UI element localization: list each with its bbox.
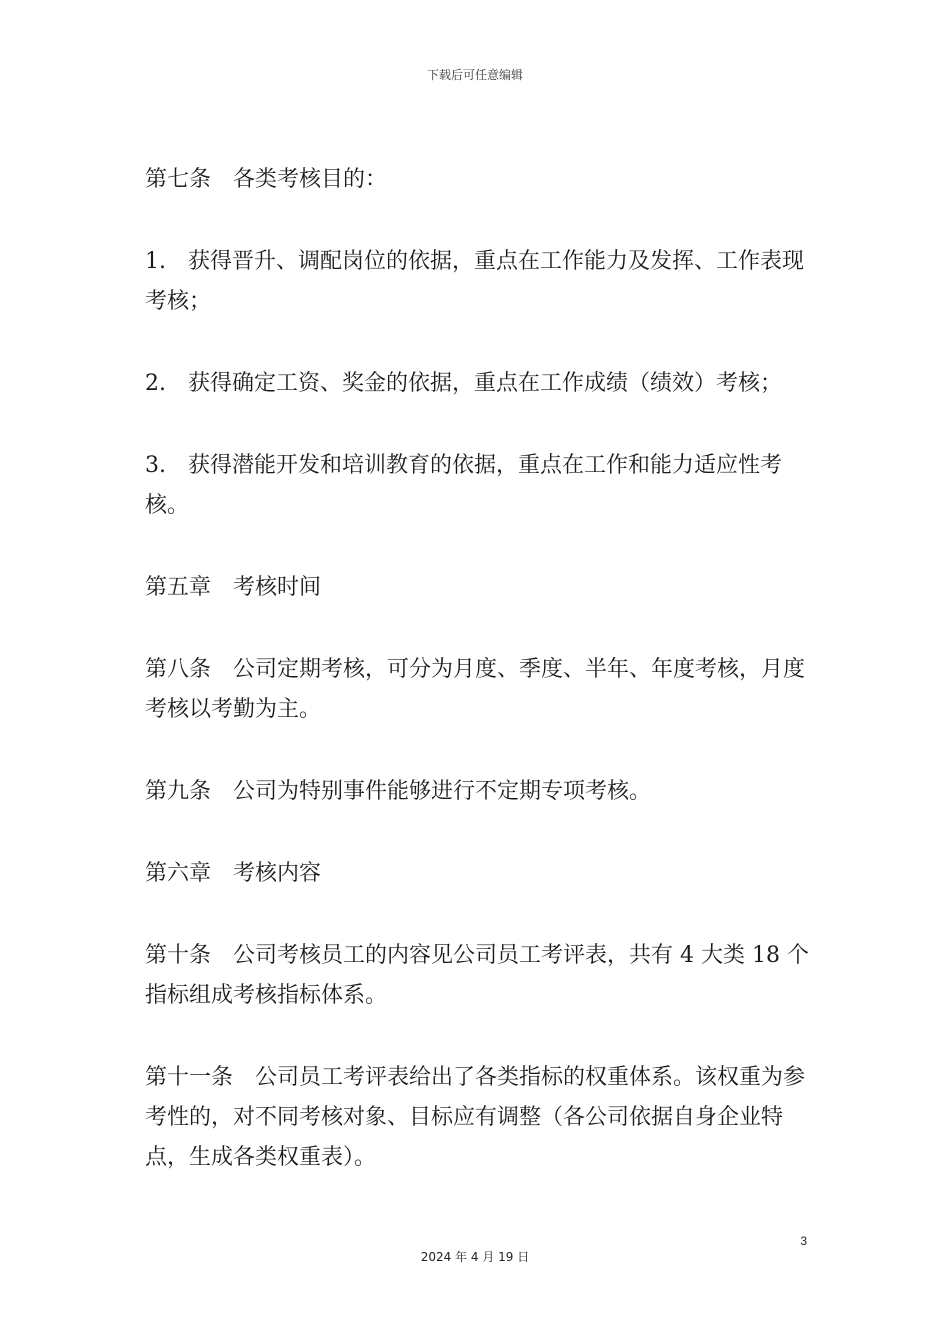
article-11: 第十一条 公司员工考评表给出了各类指标的权重体系。该权重为参考性的，对不同考核对象、目标应有调整（各公司依据自身企业特点，生成各类权重表）。	[145, 1065, 806, 1170]
page-number: 3	[800, 1234, 807, 1248]
list-item-1: 1. 获得晋升、调配岗位的依据，重点在工作能力及发挥、工作表现考核；	[145, 249, 804, 314]
list-item-3: 3. 获得潜能开发和培训教育的依据，重点在工作和能力适应性考核。	[145, 453, 782, 518]
document-body	[145, 160, 810, 1220]
chapter-5-heading: 第五章 考核时间	[145, 575, 322, 600]
list-item-2: 2. 获得确定工资、奖金的依据，重点在工作成绩（绩效）考核；	[145, 371, 782, 396]
article-10: 第十条 公司考核员工的内容见公司员工考评表，共有 4 大类 18 个指标组成考核指标体系。	[145, 943, 809, 1008]
chapter-6-heading: 第六章 考核内容	[145, 861, 322, 886]
page-header: 下载后可任意编辑	[426, 68, 523, 82]
article-7-heading: 第七条 各类考核目的：	[145, 167, 388, 192]
article-8: 第八条 公司定期考核，可分为月度、季度、半年、年度考核，月度考核以考勤为主。	[145, 657, 806, 722]
article-9: 第九条 公司为特别事件能够进行不定期专项考核。	[145, 779, 652, 804]
footer-date: 2024 年 4 月 19 日	[420, 1250, 530, 1264]
